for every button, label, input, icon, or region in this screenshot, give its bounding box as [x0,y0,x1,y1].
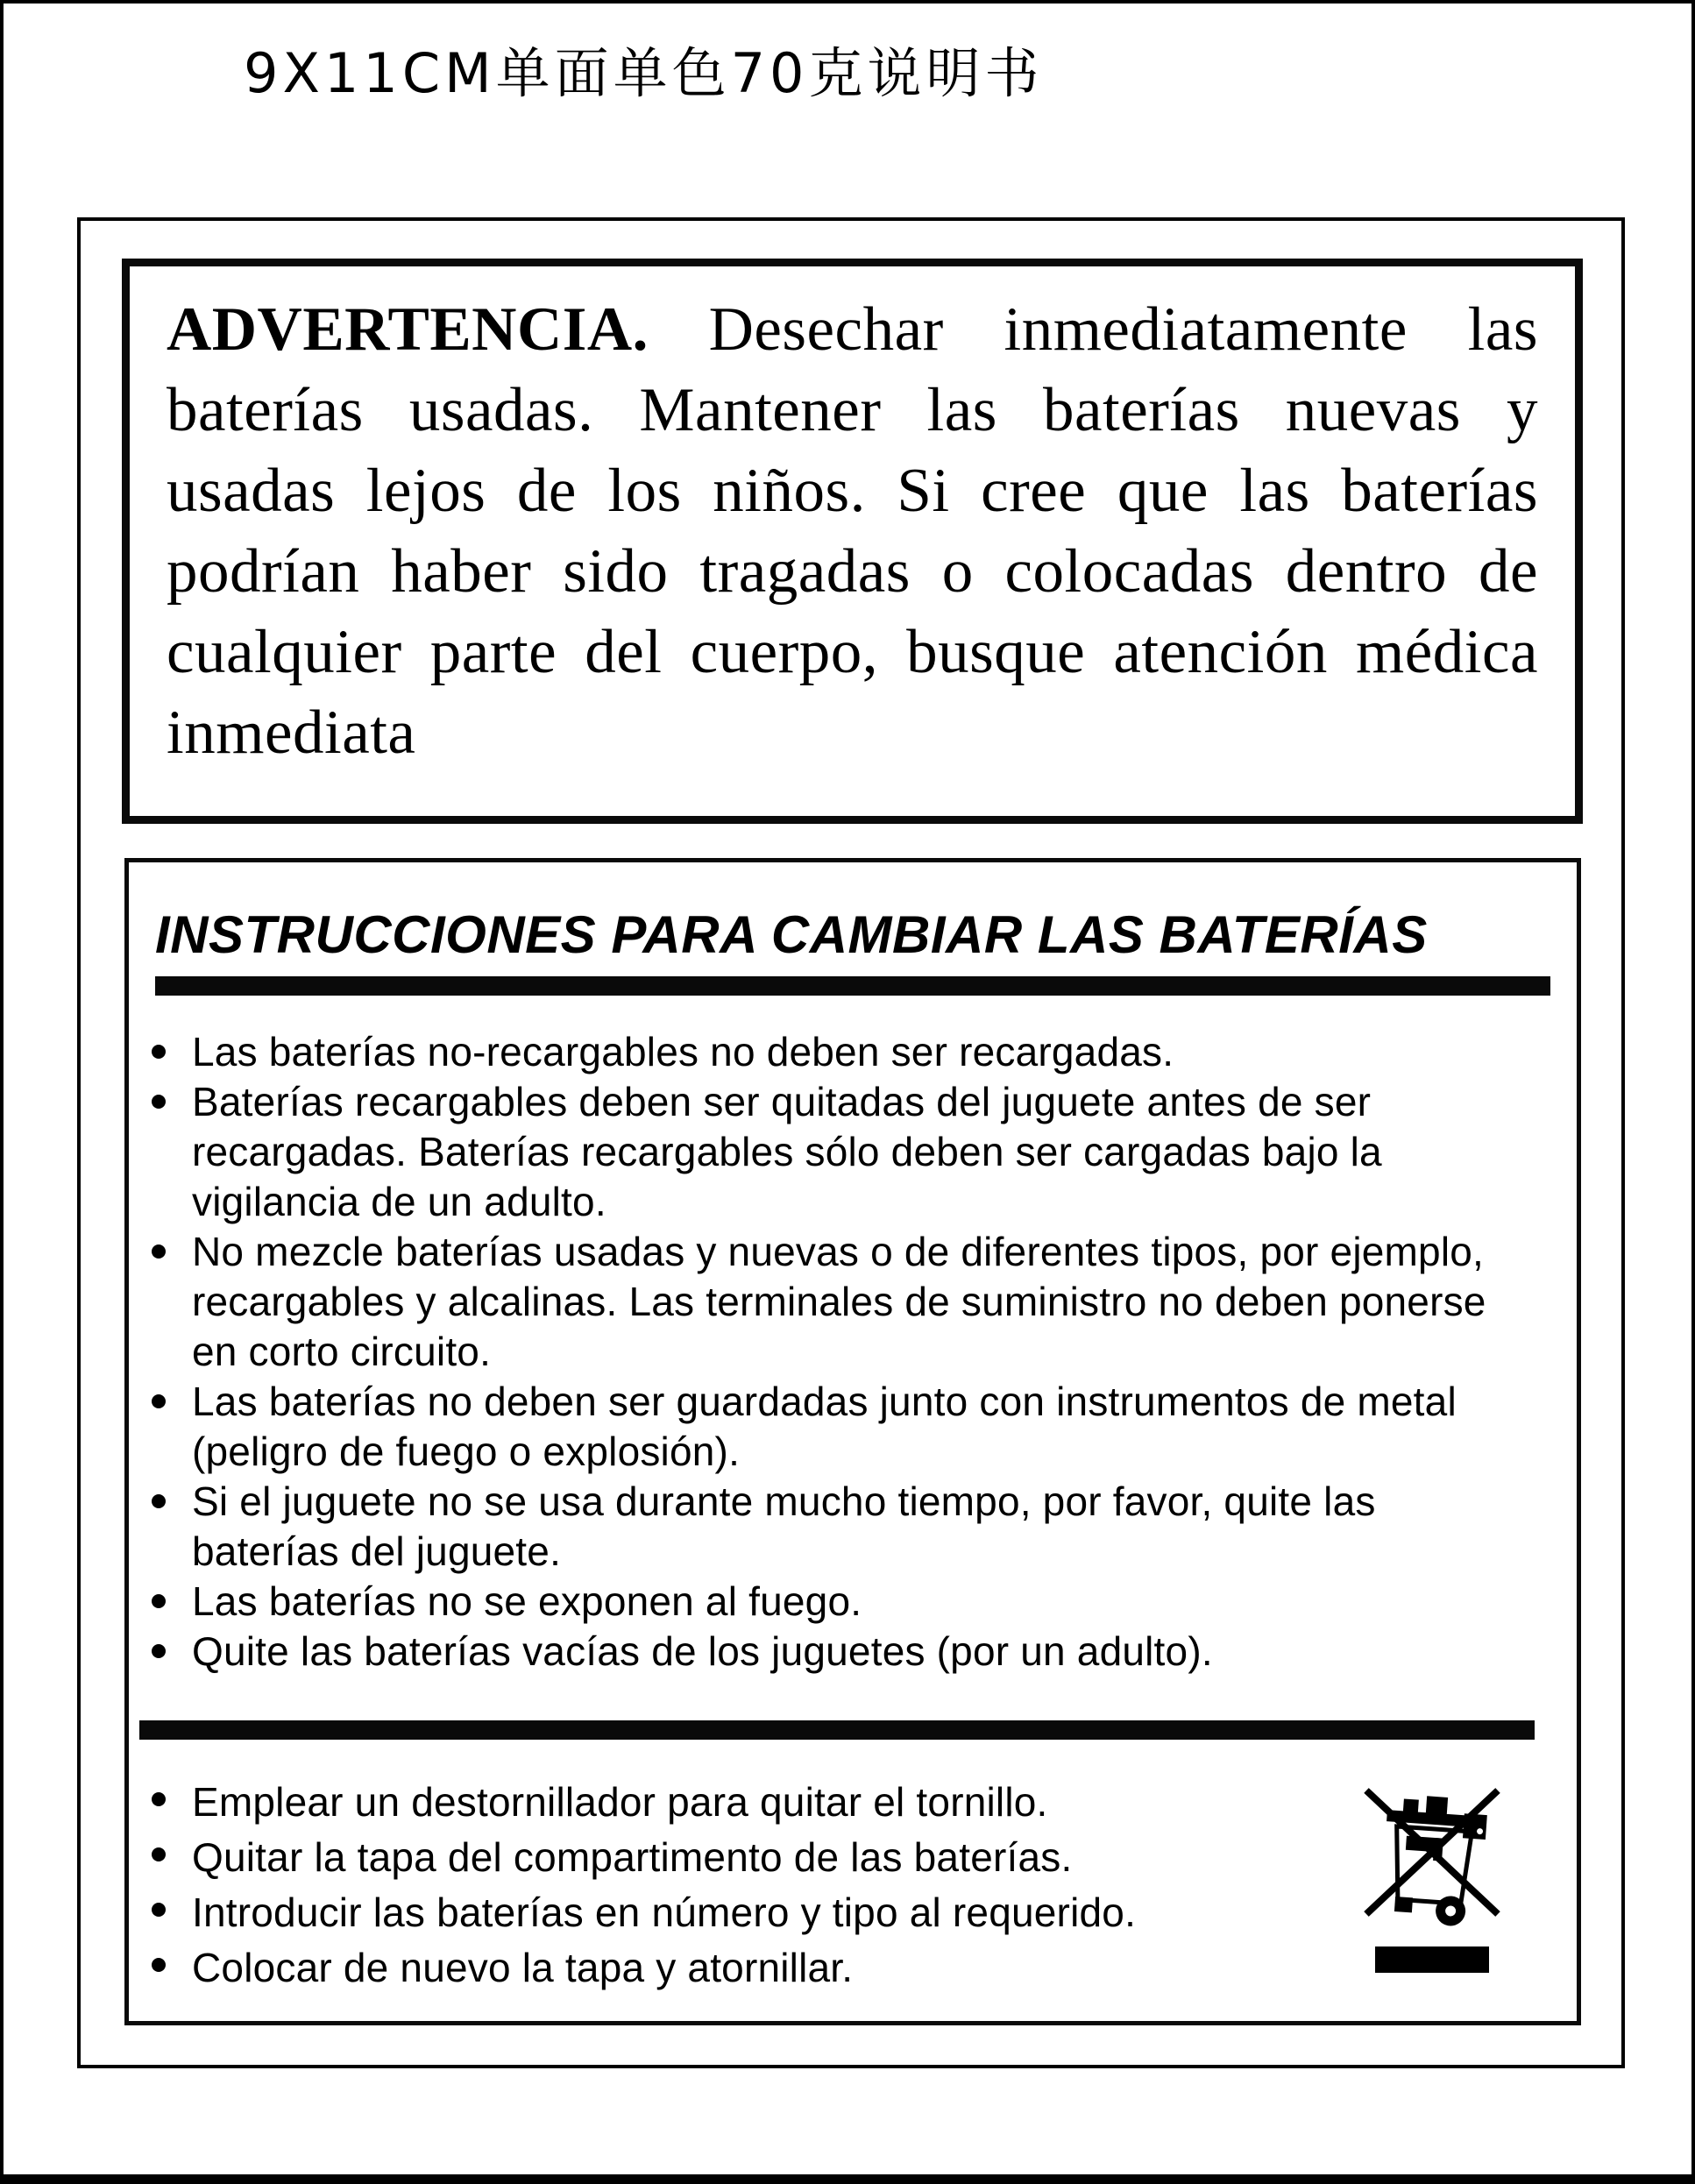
list-item-text: Emplear un destornillador para quitar el tornillo. [192,1779,1048,1825]
list-item-text: Las baterías no se exponen al fuego. [192,1578,862,1624]
list-item-text: Introducir las baterías en número y tipo al requerido. [192,1890,1137,1935]
list-item [146,1477,1528,1577]
list-item-text: Si el juguete no se usa durante mucho tiempo, por favor, quite las baterías del juguete. [192,1478,1376,1574]
list-item [146,1577,1528,1627]
list-item-text: Colocar de nuevo la tapa y atornillar. [192,1945,854,1990]
list-item-text: No mezcle baterías usadas y nuevas o de diferentes tipos, por ejemplo, recargables y alcalinas. Las terminales de suministro no deben ponerse en corto circuito. [192,1229,1486,1374]
list-item [146,1627,1528,1677]
instructions-box [124,858,1581,2025]
bullet-icon [152,1847,166,1861]
page-title: 9X11CM单面单色70克说明书 [244,41,1044,105]
bullet-icon [152,1095,166,1109]
bullet-icon [152,1903,166,1917]
heading-underline [155,976,1550,996]
list-item [146,1077,1528,1227]
bullet-icon [152,1394,166,1408]
label-outline [77,217,1625,2068]
bullet-icon [152,1644,166,1658]
bullet-icon [152,1594,166,1608]
list-item [146,1377,1528,1477]
weee-crossed-out-bin-icon [1351,1778,1517,1993]
bullet-icon [152,1792,166,1806]
bullet-icon [152,1045,166,1059]
bullet-icon [152,1244,166,1259]
warning-text [167,289,1538,773]
list-item [146,1027,1528,1077]
list-item [146,1227,1528,1377]
list-item [146,1940,1333,1996]
list-item-text: Quitar la tapa del compartimento de las baterías. [192,1834,1073,1880]
section-divider [139,1720,1535,1740]
instructions-heading: INSTRUCCIONES PARA CAMBIAR LAS BATERÍAS [155,905,1428,964]
warning-lead: ADVERTENCIA. [167,295,649,364]
list-item-text: Quite las baterías vacías de los juguetes (por un adulto). [192,1628,1213,1674]
list-item-text: Las baterías no deben ser guardadas junto con instrumentos de metal (peligro de fuego o explosión). [192,1379,1457,1474]
list-item-text: Las baterías no-recargables no deben ser recargadas. [192,1029,1174,1074]
replacement-steps-row [129,1775,1577,1996]
bullet-icon [152,1494,166,1508]
list-item-text: Baterías recargables deben ser quitadas del juguete antes de ser recargadas. Baterías recargables sólo deben ser cargadas bajo la vigilancia de un adulto. [192,1079,1382,1224]
list-item [146,1830,1333,1885]
warning-box [122,259,1583,824]
list-item [146,1885,1333,1940]
replacement-steps-list [129,1775,1351,1996]
warning-body: Desechar inmediatamente las baterías usadas. Mantener las baterías nuevas y usadas lejos de los niños. Si cree que las baterías podrían haber sido tragadas o colocadas dentro de cualquier parte del cuerpo, busque atención médica inmediata [167,295,1538,767]
list-item [146,1775,1333,1830]
bullet-icon [152,1958,166,1972]
battery-warnings-list [129,1027,1577,1677]
